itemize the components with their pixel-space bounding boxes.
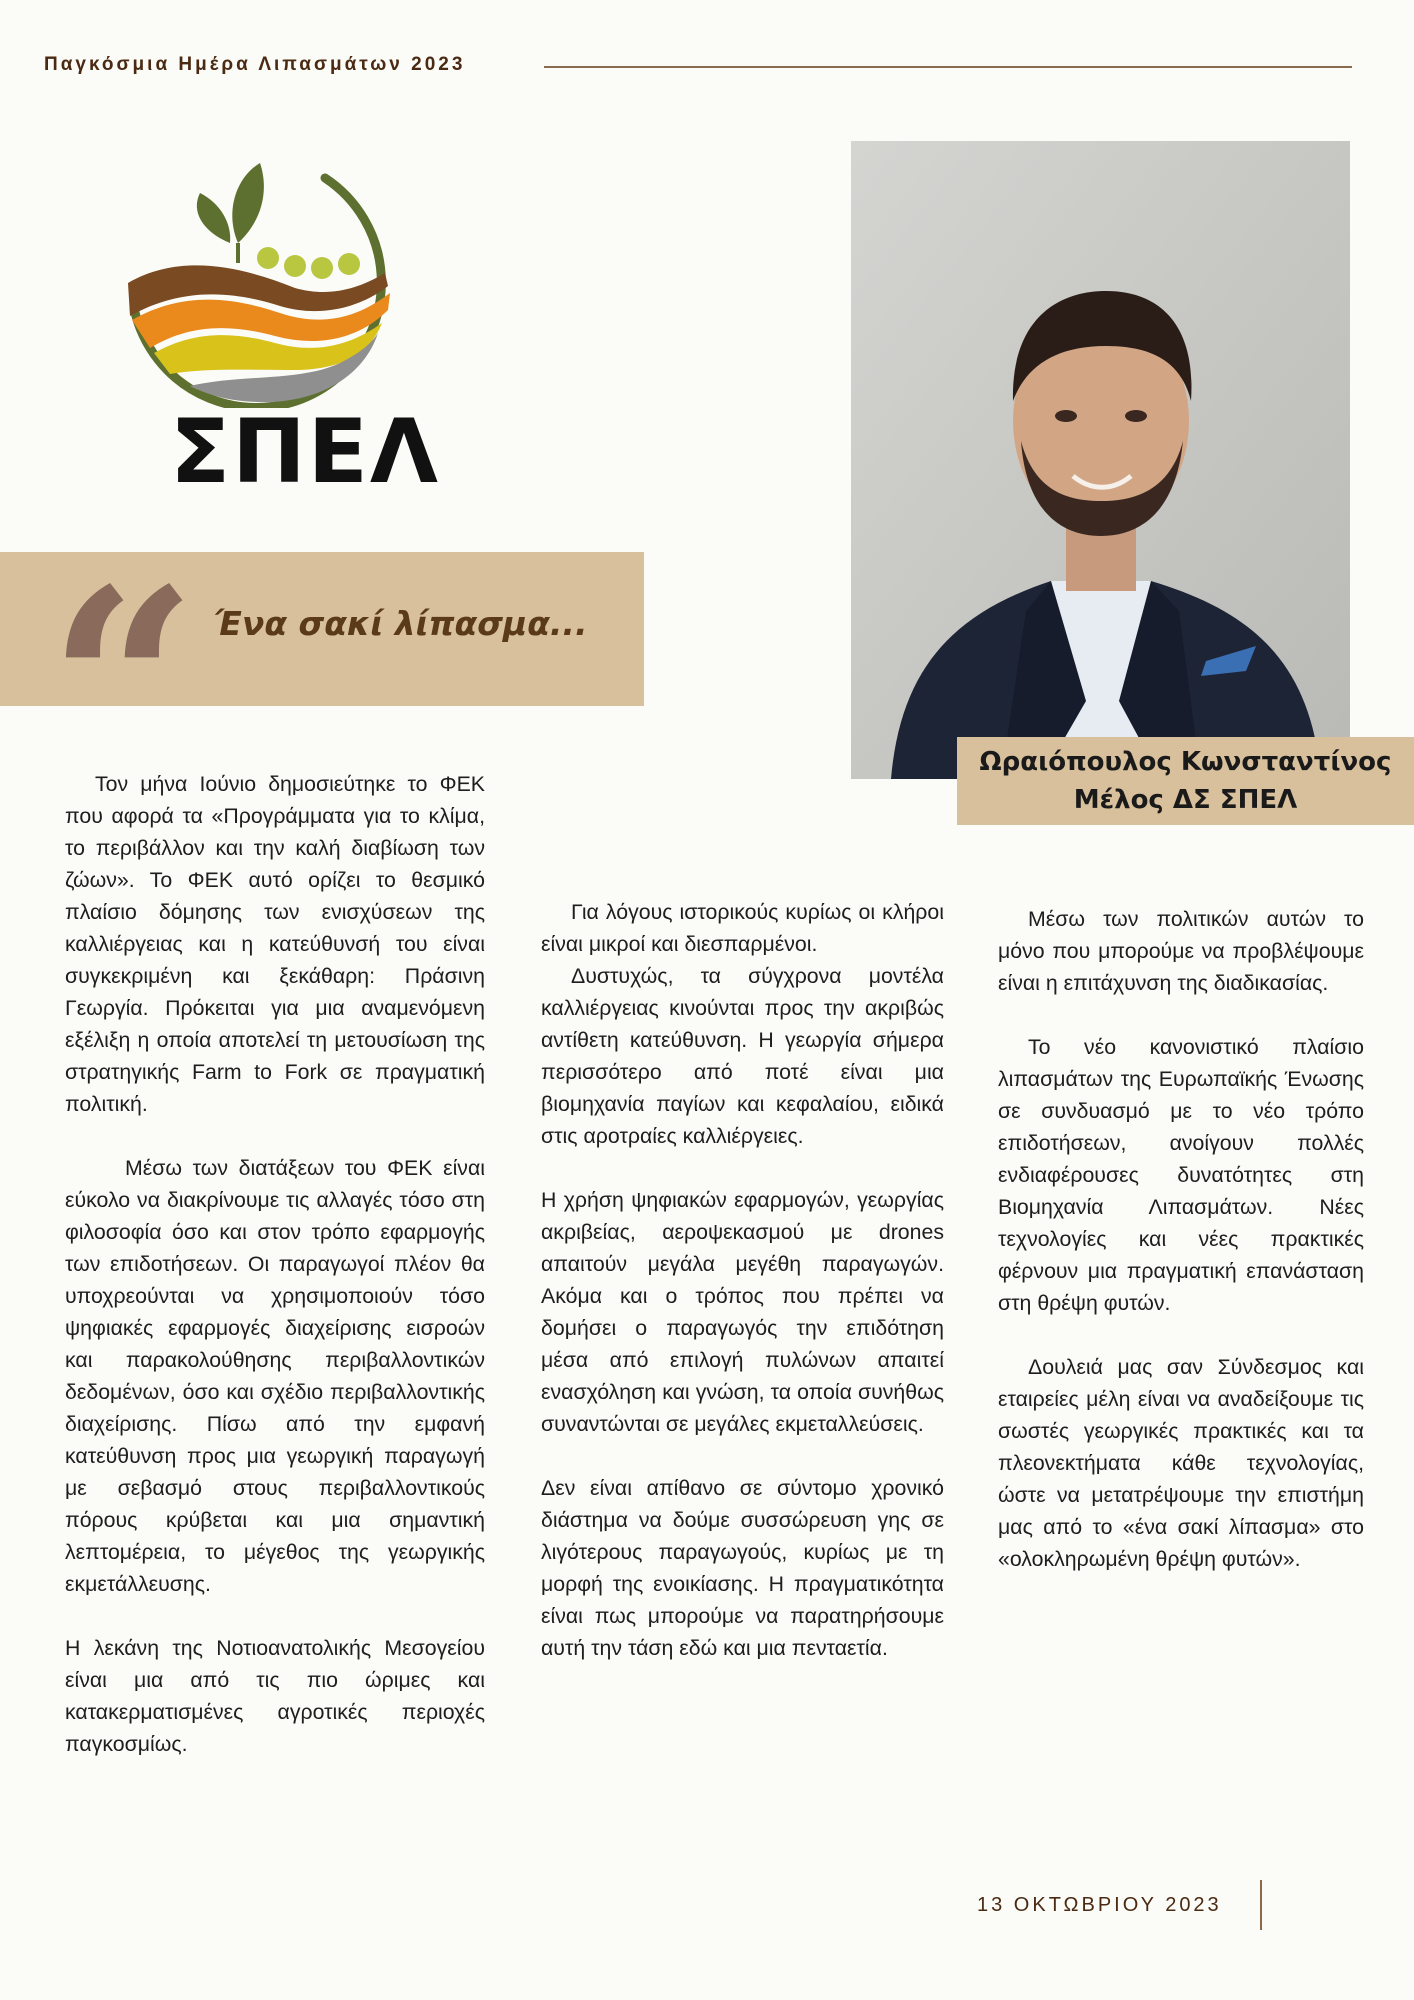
paragraph: Για λόγους ιστορικούς κυρίως οι κλήροι είναι μικροί και διεσπαρμένοι.: [541, 900, 944, 956]
author-photo: [851, 141, 1350, 779]
paragraph: Η χρήση ψηφιακών εφαρμογών, γεωργίας ακριβείας, αεροψεκασμού με drones απαιτούν μεγάλα μεγέθη παραγωγών. Ακόμα και ο τρόπος που πρέπει να δομήσει ο παραγωγός την επιδότηση μέσα από επιλογή πυλώνων απαιτεί ενασχόληση και γνώση, τα οποία συνήθως συναντώνται σε μεγάλες εκμεταλλεύσεις.: [541, 1188, 944, 1436]
paragraph: Δυστυχώς, τα σύγχρονα μοντέλα καλλιέργειας κινούνται προς την ακριβώς αντίθετη κατεύθυνση. Η γεωργία σήμερα περισσότερο από ποτέ είναι μια βιομηχανία παγίων και κεφαλαίου, ειδικά στις αροτραίες καλλιέργειες.: [541, 964, 944, 1148]
quote-text: Ένα σακί λίπασμα...: [214, 604, 588, 643]
author-caption: [957, 737, 1414, 825]
author-role: Μέλος ΔΣ ΣΠΕΛ: [1073, 785, 1298, 815]
logo-text: ΣΠΕΛ: [170, 400, 440, 503]
article-column-1: [65, 768, 485, 1760]
person-photo-icon: [851, 141, 1350, 779]
paragraph: Η λεκάνη της Νοτιοανατολικής Μεσογείου είναι μια από τις πιο ώριμες και κατακερματισμένες αγροτικές περιοχές παγκοσμίως.: [65, 1636, 485, 1756]
article-column-3: [998, 903, 1364, 1575]
paragraph: Το νέο κανονιστικό πλαίσιο λιπασμάτων της Ευρωπαϊκής Ένωσης σε συνδυασμό με το νέο τρόπο επιδοτήσεων, ανοίγουν πολλές ενδιαφέρουσες δυνατότητες στη Βιομηχανία Λιπασμάτων. Νέες τεχνολογίες και νέες πρακτικές φέρνουν μια πραγματική επανάσταση στη θρέψη φυτών.: [998, 1035, 1364, 1315]
spel-logo: [120, 148, 440, 528]
paragraph: Μέσω των πολιτικών αυτών το μόνο που μπορούμε να προβλέψουμε είναι η επιτάχυνση της διαδικασίας.: [998, 907, 1364, 995]
paragraph: Τον μήνα Ιούνιο δημοσιεύτηκε το ΦΕΚ που αφορά τα «Προγράμματα για το κλίμα, το περιβάλλον και την καλή διαβίωση των ζώων». Το ΦΕΚ αυτό ορίζει το θεσμικό πλαίσιο δόμησης των ενισχύσεων της καλλιέργειας και η κατεύθυνσή του είναι συγκεκριμένη και ξεκάθαρη: Πράσινη Γεωργία. Πρόκειται για μια αναμενόμενη εξέλιξη η οποία αποτελεί τη μετουσίωση της στρατηγικής Farm to Fork σε πραγματική πολιτική.: [65, 772, 485, 1116]
article-column-2: [541, 896, 944, 1664]
paragraph: Μέσω των διατάξεων του ΦΕΚ είναι εύκολο να διακρίνουμε τις αλλαγές τόσο στη φιλοσοφία όσο και στον τρόπο εφαρμογής των επιδοτήσεων. Οι παραγωγοί πλέον θα υποχρεούνται να χρησιμοποιούν τόσο ψηφιακές εφαρμογές διαχείρισης εισροών και παρακολούθησης περιβαλλοντικών δεδομένων, όσο και σχέδιο περιβαλλοντικής διαχείρισης. Πίσω από την εμφανή κατεύθυνση προς μια γεωργική παραγωγή με σεβασμό στους περιβαλλοντικούς πόρους κρύβεται και μια σημαντική λεπτομέρεια, το μέγεθος της γεωργικής εκμετάλλευσης.: [65, 1156, 485, 1596]
spel-logo-emblem-icon: [120, 148, 440, 408]
paragraph: Δεν είναι απίθανο σε σύντομο χρονικό διάστημα να δούμε συσσώρευση γης σε λιγότερους παραγωγούς, κυρίως με τη μορφή της ενοικίασης. Η πραγματικότητα είναι πως μπορούμε να παρατηρήσουμε αυτή την τάση εδώ και μια πενταετία.: [541, 1476, 944, 1660]
header-divider: [544, 66, 1352, 68]
author-name: Ωραιόπουλος Κωνσταντίνος: [979, 747, 1392, 777]
quote-banner: [0, 533, 644, 838]
header-title: Παγκόσμια Ημέρα Λιπασμάτων 2023: [44, 54, 466, 75]
paragraph: Δουλειά μας σαν Σύνδεσμος και εταιρείες μέλη είναι να αναδείξουμε τις σωστές γεωργικές πρακτικές και τα πλεονεκτήματα κάθε τεχνολογίας, ώστε να μετατρέψουμε την επιστήμη μας από το «ένα σακί λίπασμα» στο «ολοκληρωμένη θρέψη φυτών».: [998, 1355, 1364, 1571]
footer-date: 13 ΟΚΤΩΒΡΙΟΥ 2023: [977, 1894, 1222, 1916]
footer-divider: [1260, 1880, 1262, 1930]
quote-marks-icon: “: [48, 533, 172, 838]
